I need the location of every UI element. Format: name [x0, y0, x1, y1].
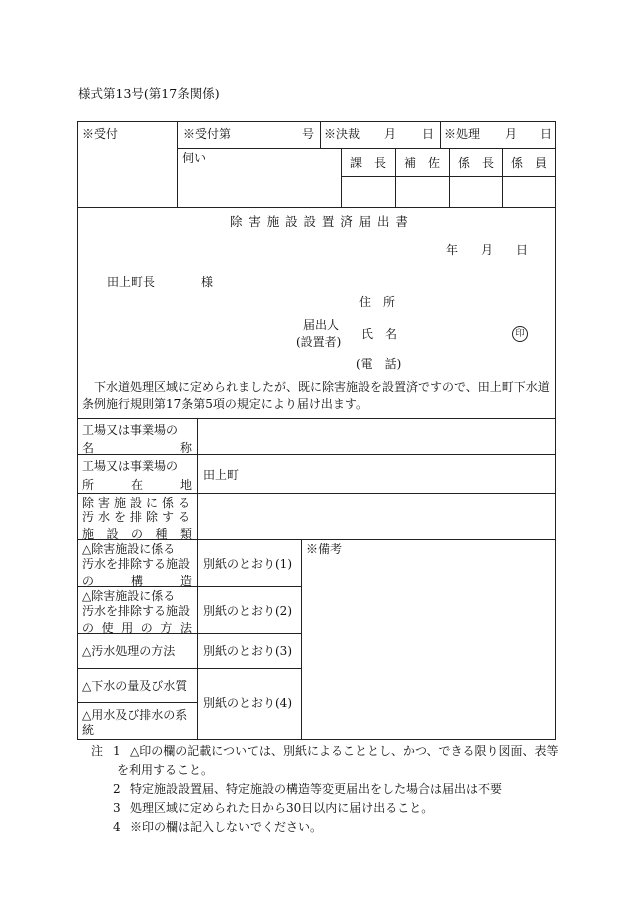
note-3-number: 3: [113, 801, 121, 815]
addressee: 田上町長: [107, 275, 156, 289]
row-usage-label-line2: 汚水を排除する施設: [82, 604, 191, 618]
date-month-label: 月: [481, 243, 494, 257]
row-name-label-line1: 工場又は事業場の: [82, 423, 179, 437]
row-structure-label-line1: △除害施設に係る: [82, 542, 176, 556]
note-1-number: 1: [113, 744, 121, 758]
shori-day-label: 日: [540, 127, 553, 141]
uketsuke-label: ※受付: [82, 127, 119, 141]
row-facility-type-label-line2: 汚水を排除する: [82, 510, 195, 524]
applicant-label: 届出人: [303, 318, 340, 332]
document-title: 除 害 施 設 設 置 済 届 出 書: [230, 214, 408, 229]
installer-label: (設置者): [296, 335, 342, 349]
row-water-value: 別紙のとおり(4): [203, 696, 292, 710]
row-treatment-value: 別紙のとおり(3): [203, 644, 292, 658]
body-text-line-1: 下水道処理区域に定められましたが、既に除害施設を設置済ですので、田上町下水道: [94, 380, 550, 394]
role-hosa: 補 佐: [403, 156, 440, 170]
note-2-number: 2: [113, 782, 121, 796]
row-location-value: 田上町: [203, 468, 240, 482]
row-water-system-label-line1: △用水及び排水の系: [82, 708, 188, 722]
role-kacho: 課 長: [349, 156, 386, 170]
row-facility-type-label-line3: 施 設 の 種 類: [82, 527, 192, 541]
note-2-text: 特定施設設置届、特定施設の構造等変更届出をした場合は届出は不要: [130, 782, 503, 796]
role-kakaricho: 係 長: [457, 156, 494, 170]
kessai-month-label: 月: [384, 127, 397, 141]
shori-label: ※処理: [444, 127, 481, 141]
role-kakariin: 係 員: [510, 156, 547, 170]
row-treatment-label: △汚水処理の方法: [82, 644, 176, 658]
ukagai-label: 伺い: [182, 151, 207, 165]
uketsuke-number-label: ※受付第: [183, 127, 232, 141]
name-label: 氏 名: [361, 327, 398, 341]
row-location-label-line2: 所 在 地: [82, 478, 192, 492]
row-location-label-line1: 工場又は事業場の: [82, 459, 179, 473]
addressee-honorific: 様: [201, 275, 214, 289]
row-sewage-quality-label: △下水の量及び水質: [82, 679, 188, 693]
shori-month-label: 月: [505, 127, 518, 141]
row-structure-label-line3: の 構 造: [82, 574, 192, 588]
body-text-line-2: 条例施行規則第17条第5項の規定により届け出ます。: [82, 397, 368, 411]
row-name-label-line2: 名 称: [82, 441, 192, 455]
note-1-text: △印の欄の記載については、別紙によることとし、かつ、できる限り図面、表等: [130, 744, 559, 758]
row-water-system-label-line2: 統: [82, 723, 95, 737]
note-1-continuation: を利用すること。: [117, 763, 214, 777]
note-4-number: 4: [113, 820, 121, 834]
row-facility-type-label-line1: 除害施設に係る: [82, 496, 195, 510]
seal-mark: 印: [512, 326, 528, 342]
row-structure-label-line2: 汚水を排除する施設: [82, 557, 191, 571]
notes-head: 注: [91, 744, 104, 758]
note-4-text: ※印の欄は記入しないでください。: [130, 820, 323, 834]
address-label: 住 所: [359, 295, 396, 309]
remarks-label: ※備考: [306, 542, 343, 556]
row-usage-label-line1: △除害施設に係る: [82, 589, 176, 603]
note-3-text: 処理区域に定められた日から30日以内に届け出ること。: [130, 801, 434, 815]
kessai-label: ※決裁: [324, 127, 361, 141]
kessai-day-label: 日: [422, 127, 435, 141]
date-day-label: 日: [516, 243, 529, 257]
form-number: 様式第13号(第17条関係): [78, 86, 220, 101]
row-structure-value: 別紙のとおり(1): [203, 557, 292, 571]
go-label: 号: [302, 127, 315, 141]
row-usage-value: 別紙のとおり(2): [203, 604, 292, 618]
phone-label: (電 話): [356, 357, 402, 371]
date-year-label: 年: [446, 243, 459, 257]
row-usage-label-line3: の 使 用 の 方 法: [82, 621, 192, 635]
